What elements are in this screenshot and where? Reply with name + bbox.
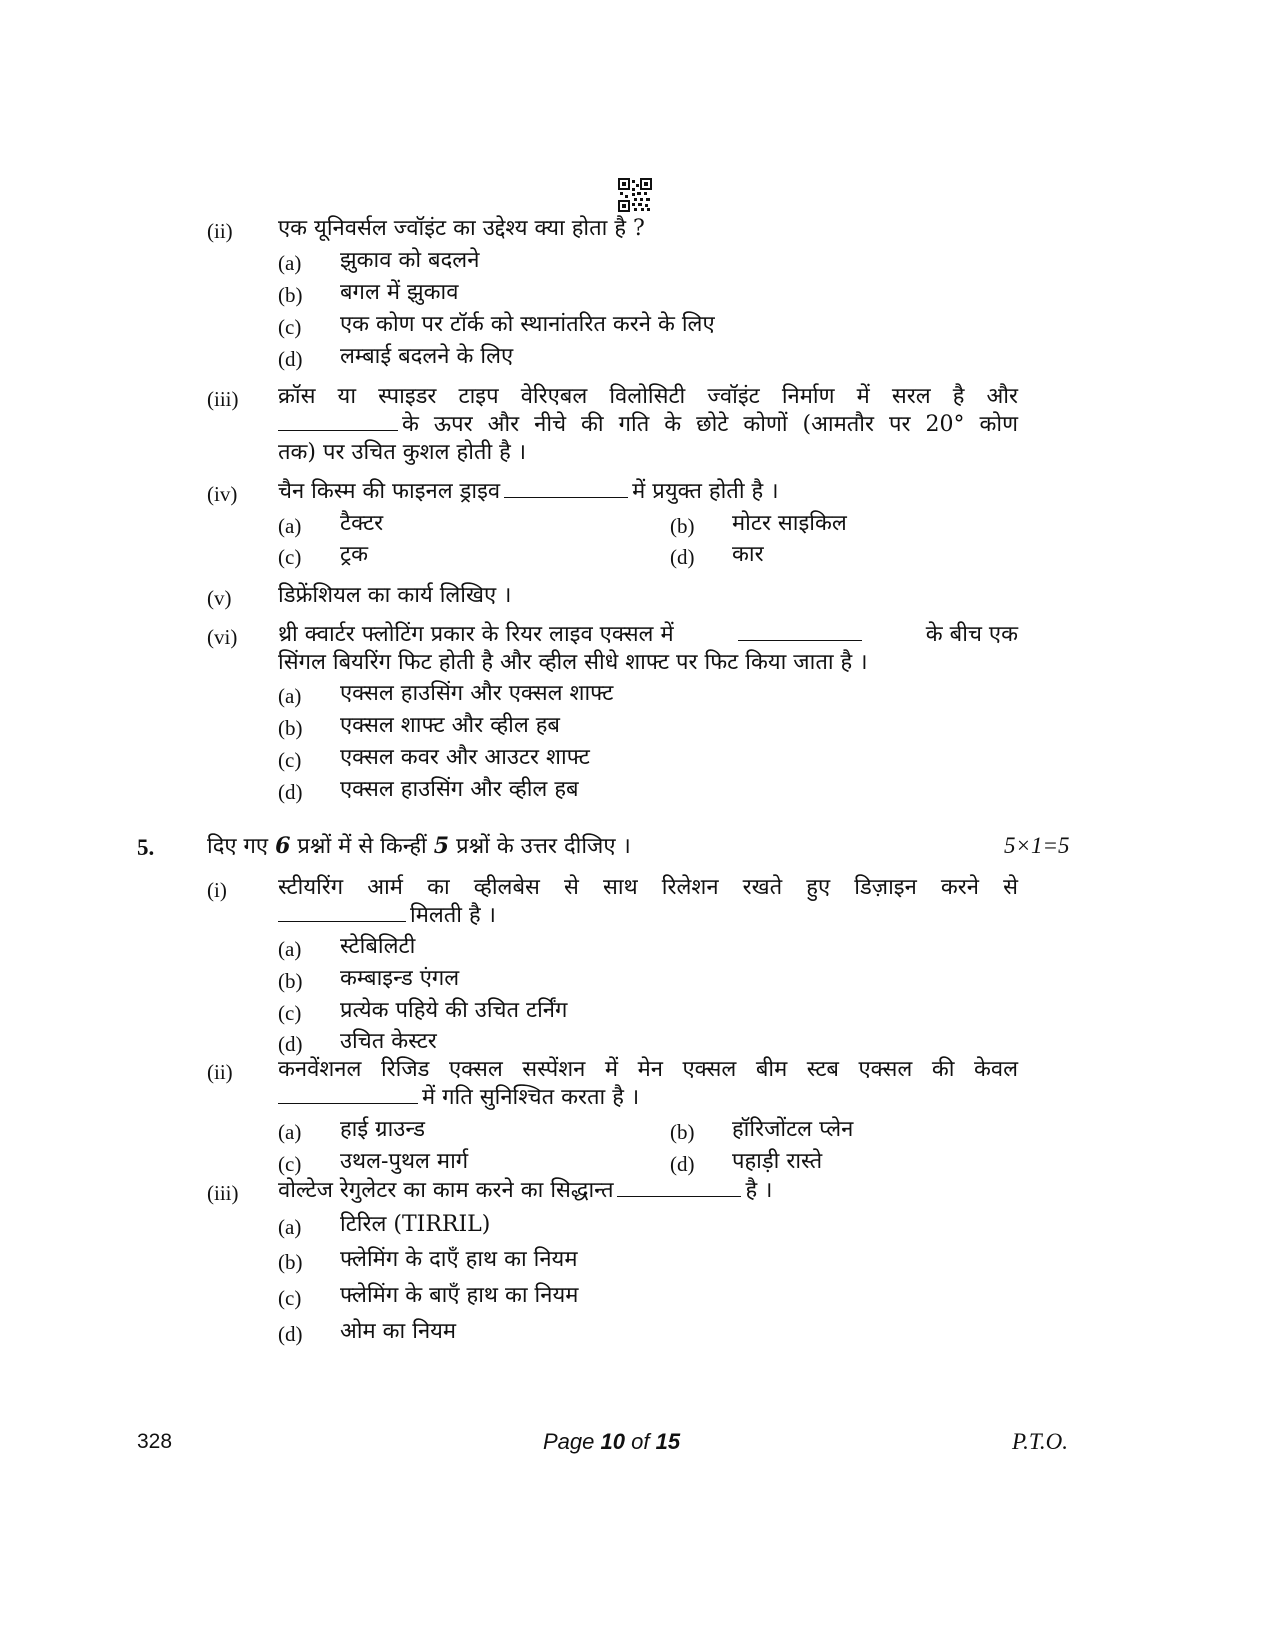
answer-blank	[738, 622, 862, 641]
marks-label: 5×1=5	[1004, 833, 1070, 858]
question-number: (iii)	[207, 1181, 239, 1205]
option-label: (a)	[278, 1120, 302, 1144]
question-text-line	[278, 621, 1018, 649]
question-text-line	[278, 1084, 639, 1112]
question-text-line: क्रॉस या स्पाइडर टाइप वेरिएबल विलोसिटी ज्वॉइंट निर्माण में सरल है और	[278, 384, 1018, 409]
qr-code-icon	[618, 178, 652, 212]
instruction-segment: दिए गए	[207, 834, 269, 859]
answer-blank	[504, 479, 628, 498]
question-number: (iii)	[207, 387, 239, 411]
question-text-segment: में प्रयुक्त होती है ।	[632, 479, 779, 504]
answer-blank	[278, 1085, 418, 1104]
option-text: बगल में झुकाव	[340, 280, 459, 305]
option-text: फ्लेमिंग के बाएँ हाथ का नियम	[340, 1283, 579, 1308]
option-text: टिरिल (TIRRIL)	[340, 1212, 491, 1237]
page-total: 15	[655, 1429, 681, 1454]
question-text-segment: है ।	[745, 1178, 773, 1203]
option-label: (a)	[278, 937, 302, 961]
question-text-line	[278, 902, 496, 930]
question-number: (iv)	[207, 482, 238, 506]
option-text: एक्सल हाउसिंग और व्हील हब	[340, 777, 579, 802]
instruction-segment: प्रश्नों के उत्तर दीजिए ।	[456, 834, 631, 859]
option-label: (c)	[278, 748, 302, 772]
option-text: टैक्टर	[340, 511, 384, 536]
question-text: एक यूनिवर्सल ज्वॉइंट का उद्देश्य क्या होता है ?	[278, 216, 645, 241]
page-of: of	[631, 1429, 650, 1454]
option-text: एक्सल कवर और आउटर शाफ्ट	[340, 745, 590, 770]
option-label: (d)	[278, 780, 303, 804]
option-label: (b)	[278, 716, 303, 740]
question-text-segment: में गति सुनिश्चित करता है ।	[422, 1085, 640, 1110]
option-label: (b)	[670, 514, 695, 538]
option-text: मोटर साइकिल	[732, 511, 847, 536]
option-label: (a)	[278, 1215, 302, 1239]
question-text-line	[278, 411, 1018, 439]
question-text-segment: वोल्टेज रेगुलेटर का काम करने का सिद्धान्त	[278, 1178, 614, 1203]
option-text: पहाड़ी रास्ते	[732, 1149, 823, 1174]
option-text: कम्बाइन्ड एंगल	[340, 966, 460, 991]
option-label: (c)	[278, 315, 302, 339]
option-label: (d)	[278, 1322, 303, 1346]
option-text: ओम का नियम	[340, 1319, 457, 1344]
option-label: (a)	[278, 514, 302, 538]
question-text-segment: के ऊपर और नीचे की गति के छोटे कोणों (आमतौर पर 20° कोण	[402, 412, 1018, 437]
option-text: लम्बाई बदलने के लिए	[340, 344, 514, 369]
option-text: कार	[732, 542, 764, 567]
option-text: उचित केस्टर	[340, 1029, 437, 1054]
instruction-segment: प्रश्नों में से किन्हीं	[297, 834, 427, 859]
answer-blank	[617, 1178, 741, 1197]
question-text: डिफ्रेंशियल का कार्य लिखिए ।	[278, 583, 512, 608]
page-number	[543, 1428, 680, 1456]
page-current: 10	[600, 1429, 625, 1454]
question-text	[278, 1177, 773, 1205]
instruction-count: 6	[275, 833, 291, 859]
option-label: (d)	[278, 347, 303, 371]
option-text: प्रत्येक पहिये की उचित टर्निंग	[340, 998, 568, 1023]
question-text-line: स्टीयरिंग आर्म का व्हीलबेस से साथ रिलेशन रखते हुए डिज़ाइन करने से	[278, 875, 1018, 900]
option-label: (d)	[670, 545, 695, 569]
question-number: (ii)	[207, 1060, 233, 1084]
option-text: हॉरिजोंटल प्लेन	[732, 1117, 854, 1142]
question-text	[278, 478, 779, 506]
question-text-segment: के बीच एक	[925, 622, 1018, 647]
option-label: (c)	[278, 1286, 302, 1310]
option-label: (c)	[278, 1152, 302, 1176]
option-label: (d)	[670, 1152, 695, 1176]
option-text: फ्लेमिंग के दाएँ हाथ का नियम	[340, 1247, 578, 1272]
option-text: एक्सल शाफ्ट और व्हील हब	[340, 713, 560, 738]
option-text: एक कोण पर टॉर्क को स्थानांतरित करने के लिए	[340, 312, 715, 337]
paper-code: 328	[137, 1430, 173, 1453]
option-label: (c)	[278, 1001, 302, 1025]
question-text-segment: थ्री क्वार्टर फ्लोटिंग प्रकार के रियर लाइव एक्सल में	[278, 622, 674, 647]
option-label: (b)	[278, 969, 303, 993]
instruction-count: 5	[433, 833, 450, 859]
option-text: झुकाव को बदलने	[340, 248, 480, 273]
question-number: (ii)	[207, 219, 233, 243]
option-text: एक्सल हाउसिंग और एक्सल शाफ्ट	[340, 681, 614, 706]
question-number: (v)	[207, 586, 232, 610]
option-label: (b)	[670, 1120, 695, 1144]
option-text: हाई ग्राउन्ड	[340, 1117, 425, 1142]
pto-label: P.T.O.	[1012, 1429, 1069, 1454]
question-text-line: कनवेंशनल रिजिड एक्सल सस्पेंशन में मेन एक्सल बीम स्टब एक्सल की केवल	[278, 1057, 1018, 1082]
question-number: 5.	[137, 835, 155, 860]
option-label: (c)	[278, 545, 302, 569]
option-label: (a)	[278, 684, 302, 708]
page-prefix: Page	[543, 1429, 595, 1454]
answer-blank	[278, 903, 406, 922]
question-number: (vi)	[207, 625, 238, 649]
option-label: (b)	[278, 283, 303, 307]
option-label: (a)	[278, 251, 302, 275]
option-label: (b)	[278, 1250, 303, 1274]
question-text-segment: मिलती है ।	[410, 903, 497, 928]
question-text-line: तक) पर उचित कुशल होती है ।	[278, 440, 527, 465]
question-number: (i)	[207, 878, 227, 902]
answer-blank	[278, 412, 398, 431]
option-text: स्टेबिलिटी	[340, 934, 416, 959]
question-text-line: सिंगल बियरिंग फिट होती है और व्हील सीधे शाफ्ट पर फिट किया जाता है ।	[278, 650, 868, 675]
option-text: ट्रक	[340, 542, 368, 567]
question-instruction	[207, 832, 631, 861]
option-label: (d)	[278, 1032, 303, 1056]
question-text-segment: चैन किस्म की फाइनल ड्राइव	[278, 479, 501, 504]
option-text: उथल-पुथल मार्ग	[340, 1149, 469, 1174]
